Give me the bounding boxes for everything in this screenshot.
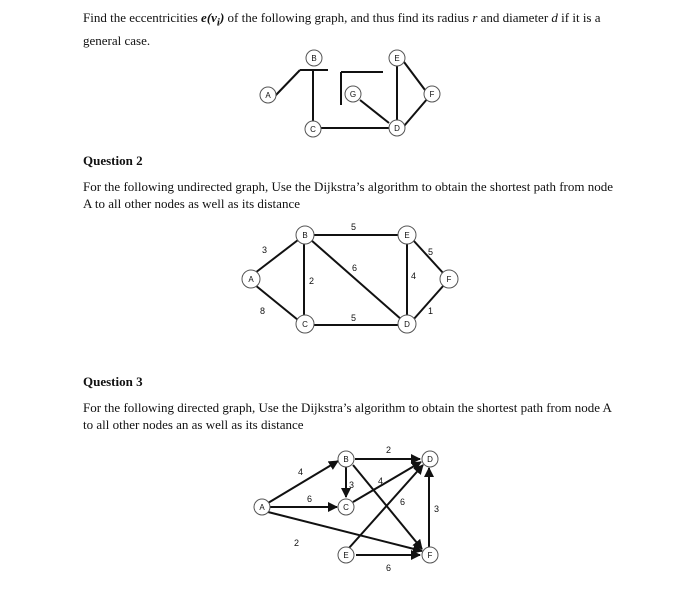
q1-ecc-close: ) <box>219 10 225 25</box>
q3-weight-b-c: 3 <box>349 480 355 490</box>
q2-node-c-label: C <box>302 320 308 329</box>
q3-node-f-label: F <box>427 551 433 560</box>
q3-node-f <box>422 547 438 563</box>
q3-weight-e-f: 6 <box>386 563 392 573</box>
q3-node-b-label: B <box>343 455 349 464</box>
q3-weight-b-f: 6 <box>400 497 406 507</box>
q1-node-c-label: C <box>310 125 316 134</box>
q2-node-d-label: D <box>404 320 410 329</box>
q1-node-g-label: G <box>349 90 357 99</box>
q3-node-a <box>254 499 270 515</box>
q3-edge-c-d <box>353 462 421 502</box>
q3-node-e-label: E <box>343 551 349 560</box>
q3-weight-f-d: 3 <box>434 504 440 514</box>
q1-diameter-symbol: d <box>551 10 558 25</box>
q2-weight-a-c: 8 <box>260 306 266 316</box>
q3-node-a-label: A <box>259 503 265 512</box>
q3-node-c <box>338 499 354 515</box>
q3-line2: to all other nodes an as well as its distance <box>83 417 304 432</box>
q1-text-line2: general case. <box>83 32 151 48</box>
q2-weight-d-f: 1 <box>428 306 434 316</box>
q1-text-mid2: and diameter <box>477 10 552 25</box>
q1-node-d-label: D <box>394 124 400 133</box>
q2-node-e-label: E <box>404 231 410 240</box>
q1-node-f-label: F <box>429 90 435 99</box>
q1-node-a-label: A <box>265 91 271 100</box>
q1-ecc-symbol: e(v <box>201 10 217 25</box>
q1-node-e-label: E <box>394 54 400 63</box>
q2-weight-a-b: 3 <box>262 245 268 255</box>
question3-heading: Question 3 <box>83 374 143 389</box>
q1-node-b-label: B <box>311 54 317 63</box>
q2-weight-e-d: 4 <box>411 271 417 281</box>
q3-node-e <box>338 547 354 563</box>
q3-node-c-label: C <box>343 503 349 512</box>
q3-weight-a-f: 2 <box>294 538 300 548</box>
q3-node-d-label: D <box>427 455 433 464</box>
q3-weight-a-c: 6 <box>307 494 313 504</box>
q1-text-prefix: Find the eccentricities <box>83 10 202 25</box>
q2-weight-c-d: 5 <box>351 313 357 323</box>
q3-edge-a-f <box>268 512 422 551</box>
q2-weight-b-e: 5 <box>351 222 357 232</box>
q2-node-b-label: B <box>302 231 308 240</box>
q3-weight-c-d: 4 <box>378 476 384 486</box>
question2-heading: Question 2 <box>83 153 143 168</box>
q1-text-mid1: of the following graph, and thus find its radius <box>224 10 473 25</box>
q3-node-d <box>422 451 438 467</box>
q2-weight-b-c: 2 <box>309 276 315 286</box>
q3-weight-a-b: 4 <box>298 467 304 477</box>
q2-node-f-label: F <box>446 275 452 284</box>
q1-ecc-sub: i <box>216 16 220 29</box>
q2-weight-b-d: 6 <box>352 263 358 273</box>
q3-weight-b-d: 2 <box>386 445 392 455</box>
q3-line1: For the following directed graph, Use the Dijkstra’s algorithm to obtain the shortest path from node A <box>83 400 612 415</box>
q2-line2: A to all other nodes as well as its distance <box>83 196 300 211</box>
q1-text-end: if it is a <box>557 10 601 25</box>
q1-radius-symbol: r <box>472 10 478 25</box>
q2-node-a-label: A <box>248 275 254 284</box>
q2-weight-e-f: 5 <box>428 247 434 257</box>
q3-node-b <box>338 451 354 467</box>
q2-line1: For the following undirected graph, Use the Dijkstra’s algorithm to obtain the shortest path from node <box>83 179 614 194</box>
